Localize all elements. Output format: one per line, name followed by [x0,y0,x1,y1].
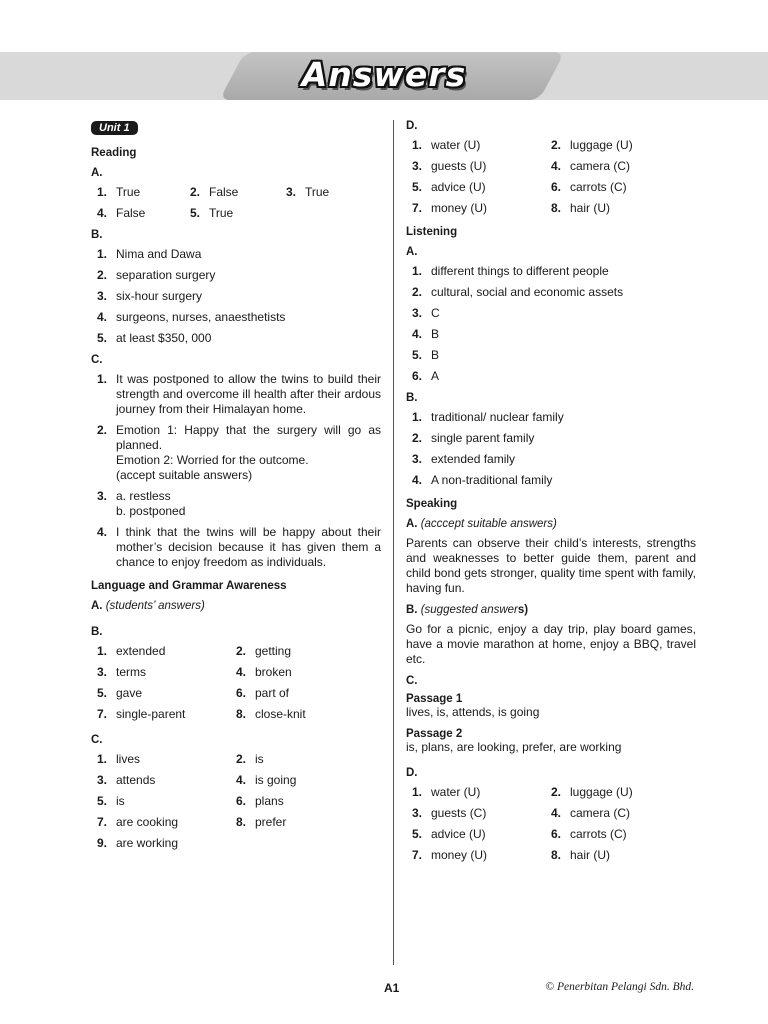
answer-text: plans [255,794,284,808]
answer-item [412,431,696,446]
answer-item [97,247,381,262]
right-column [406,120,696,869]
answer-text: B [431,348,440,362]
answer-item [97,289,381,304]
answer-number: 2. [412,285,423,299]
answer-number: 1. [97,185,108,199]
answer-item [412,306,696,321]
answer-item [551,785,690,800]
answer-item [286,185,382,200]
answer-item [236,752,375,767]
answer-number: 3. [97,665,108,679]
speaking-a-note: (acccept suitable answers) [420,518,557,530]
answer-item [97,686,236,701]
answer-text: carrots (C) [570,827,627,841]
answer-number: 2. [97,268,108,282]
section-heading-reading: Reading [91,147,137,159]
answer-text: is going [255,773,297,787]
answer-text: advice (U) [431,827,486,841]
passage-2-answer: is, plans, are looking, prefer, are working [406,740,622,754]
answer-number: 8. [551,201,562,215]
answer-text: surgeons, nurses, anaesthetists [116,310,286,324]
answer-item [412,452,696,467]
grammar-a-letter: A. [91,600,103,612]
answer-item [412,138,551,153]
answer-item [97,644,236,659]
answer-text: a. restless b. postponed [116,489,186,518]
answer-text: extended family [431,452,516,466]
answer-item [236,686,375,701]
answer-item [236,773,375,788]
section-c-label: C. [406,675,418,687]
reading-a-answers [97,185,381,221]
answer-number: 4. [412,473,423,487]
answer-number: 4. [97,206,108,220]
reading-b-answers [97,247,381,346]
answer-number: 4. [97,525,108,539]
answer-number: 9. [97,836,108,850]
grammar-d-answers [412,138,696,216]
answer-number: 2. [236,752,247,766]
answer-number: 1. [97,752,108,766]
answer-text: at least $350, 000 [116,331,212,345]
answer-item [551,827,690,842]
answer-text: are cooking [116,815,179,829]
passage-2-label: Passage 2 [406,728,463,740]
answer-number: 1. [412,138,423,152]
answer-text: money (U) [431,201,488,215]
answer-text: camera (C) [570,159,631,173]
answer-number: 1. [412,264,423,278]
answer-text: It was postponed to allow the twins to build their strength and overcome ill health after their ardous journey from their Himalayan home. [116,372,381,416]
answer-number: 1. [97,644,108,658]
answer-item [236,665,375,680]
answer-text: cultural, social and economic assets [431,285,624,299]
answer-text: gave [116,686,143,700]
speaking-a-label [406,518,696,530]
answer-number: 4. [236,665,247,679]
answer-text: B [431,327,440,341]
listening-a-label: A. [406,246,418,258]
answer-number: 7. [412,848,423,862]
answer-item [97,331,381,346]
answer-item [551,159,690,174]
answer-text: single parent family [431,431,535,445]
speaking-b-note-end: s) [517,604,529,616]
answer-number: 2. [236,644,247,658]
reading-a-label: A. [91,167,103,179]
answer-number: 5. [190,206,201,220]
reading-b-label: B. [91,229,103,241]
copyright-notice: © Penerbitan Pelangi Sdn. Bhd. [545,981,694,993]
grammar-c-label: C. [91,734,103,746]
section-d-answers [412,785,696,863]
answer-number: 6. [551,180,562,194]
answer-number: 6. [236,686,247,700]
answer-item [97,185,190,200]
answer-text: Nima and Dawa [116,247,202,261]
left-column [91,120,381,857]
answer-item [97,707,236,722]
answer-item [551,180,690,195]
answer-number: 8. [551,848,562,862]
answer-text: water (U) [431,138,481,152]
answer-text: water (U) [431,785,481,799]
answer-text: is [255,752,264,766]
answer-number: 8. [236,707,247,721]
answer-text: luggage (U) [570,138,633,152]
page-number: A1 [384,981,400,995]
answer-item [97,752,236,767]
answer-item [412,369,696,384]
answer-number: 1. [97,247,108,261]
answer-item [412,410,696,425]
answer-number: 3. [412,452,423,466]
answer-number: 3. [97,773,108,787]
answer-number: 7. [412,201,423,215]
grammar-b-answers [97,644,381,722]
answer-item [97,310,381,325]
answer-text: C [431,306,440,320]
answer-text: attends [116,773,156,787]
answer-number: 4. [551,159,562,173]
answer-item [236,815,375,830]
grammar-d-label: D. [406,120,418,132]
answer-text: broken [255,665,292,679]
answer-text: advice (U) [431,180,486,194]
answer-number: 3. [412,159,423,173]
answer-item [412,348,696,363]
answer-text: False [209,185,239,199]
answer-text: True [116,185,141,199]
answer-number: 2. [551,138,562,152]
answer-number: 2. [551,785,562,799]
column-divider [393,120,394,965]
answer-text: hair (U) [570,848,611,862]
listening-a-answers [412,264,696,384]
answer-text: A [431,369,440,383]
answer-number: 8. [236,815,247,829]
passage-1-label: Passage 1 [406,693,463,705]
answer-item [412,806,551,821]
answer-item [551,201,690,216]
answer-item [412,285,696,300]
section-heading-grammar: Language and Grammar Awareness [91,580,287,592]
answer-item [412,827,551,842]
grammar-b-label: B. [91,626,103,638]
answer-item [412,201,551,216]
answer-item [97,836,236,851]
answer-number: 5. [412,827,423,841]
answer-number: 5. [97,331,108,345]
section-heading-listening: Listening [406,226,458,238]
answer-number: 5. [412,180,423,194]
answer-number: 4. [551,806,562,820]
page-title: Answers [301,55,467,94]
answer-number: 3. [412,306,423,320]
answer-number: 3. [97,289,108,303]
reading-c-answers [97,372,381,570]
listening-b-label: B. [406,392,418,404]
answer-item [97,815,236,830]
answer-item [412,785,551,800]
answer-item [97,489,381,519]
answer-item [412,180,551,195]
answer-number: 6. [551,827,562,841]
speaking-a-answer: Parents can observe their child’s interests, strengths and weaknesses to better guide them, parent and child bond gets stronger, quality time spent with family, having fun. [406,536,696,595]
answer-item [97,206,190,221]
section-d-label: D. [406,767,418,779]
answer-text: terms [116,665,146,679]
speaking-b-letter: B. [406,604,418,616]
grammar-a-label [91,600,381,612]
answer-number: 4. [412,327,423,341]
answer-item [97,773,236,788]
answer-item [551,848,690,863]
answer-item [97,423,381,483]
answer-item [97,372,381,417]
answer-number: 5. [412,348,423,362]
answer-text: are working [116,836,179,850]
speaking-b-label [406,604,696,616]
answer-item [236,707,375,722]
answer-text: extended [116,644,166,658]
answer-number: 1. [412,410,423,424]
answer-text: False [116,206,146,220]
answer-text: close-knit [255,707,306,721]
answer-number: 2. [412,431,423,445]
answer-item [236,644,375,659]
answer-text: separation surgery [116,268,216,282]
answer-item [412,848,551,863]
answer-number: 3. [286,185,297,199]
answer-item [412,159,551,174]
answer-number: 7. [97,815,108,829]
answer-text: carrots (C) [570,180,627,194]
answer-item [412,264,696,279]
answer-item [412,327,696,342]
speaking-b-note: (suggested answer [420,604,518,616]
grammar-c-answers [97,752,381,851]
answer-text: money (U) [431,848,488,862]
answer-text: lives [116,752,141,766]
section-heading-speaking: Speaking [406,498,458,510]
answer-number: 6. [236,794,247,808]
answer-text: luggage (U) [570,785,633,799]
passage-1-answer: lives, is, attends, is going [406,705,540,719]
answer-number: 7. [97,707,108,721]
answer-text: part of [255,686,290,700]
answer-number: 1. [412,785,423,799]
grammar-a-note: (students’ answers) [105,600,205,612]
answer-text: prefer [255,815,287,829]
answer-item [97,525,381,570]
answer-text: is [116,794,125,808]
speaking-a-letter: A. [406,518,418,530]
listening-b-answers [412,410,696,488]
answer-number: 2. [190,185,201,199]
answer-number: 4. [236,773,247,787]
answer-number: 4. [97,310,108,324]
answer-number: 1. [97,372,108,386]
answer-item [236,794,375,809]
answer-item [190,185,286,200]
answer-item [551,138,690,153]
answer-text: guests (U) [431,159,487,173]
answer-text: different things to different people [431,264,609,278]
answer-text: six-hour surgery [116,289,203,303]
answer-text: traditional/ nuclear family [431,410,564,424]
answer-item [97,665,236,680]
answer-text: hair (U) [570,201,611,215]
answer-text: guests (C) [431,806,487,820]
answer-item [412,473,696,488]
answer-item [97,268,381,283]
answer-text: True [209,206,234,220]
answer-text: camera (C) [570,806,631,820]
answer-number: 6. [412,369,423,383]
answer-text: getting [255,644,292,658]
answer-text: Emotion 1: Happy that the surgery will go as planned. Emotion 2: Worried for the outcome. (accept suitable answers) [116,423,381,482]
answer-number: 3. [97,489,108,503]
unit-badge: Unit 1 [91,121,138,135]
answer-item [551,806,690,821]
answer-number: 5. [97,794,108,808]
answer-text: A non-traditional family [431,473,553,487]
answer-number: 5. [97,686,108,700]
answer-number: 2. [97,423,108,437]
answer-item [190,206,286,221]
answer-text: I think that the twins will be happy about their mother’s decision because it has given them a chance to enjoy freedom as individuals. [116,525,381,569]
answer-text: True [305,185,330,199]
answer-item [97,794,236,809]
speaking-b-answer: Go for a picnic, enjoy a day trip, play board games, have a movie marathon at home, enjoy a BBQ, travel etc. [406,622,696,666]
answer-number: 3. [412,806,423,820]
reading-c-label: C. [91,354,103,366]
answer-text: single-parent [116,707,186,721]
